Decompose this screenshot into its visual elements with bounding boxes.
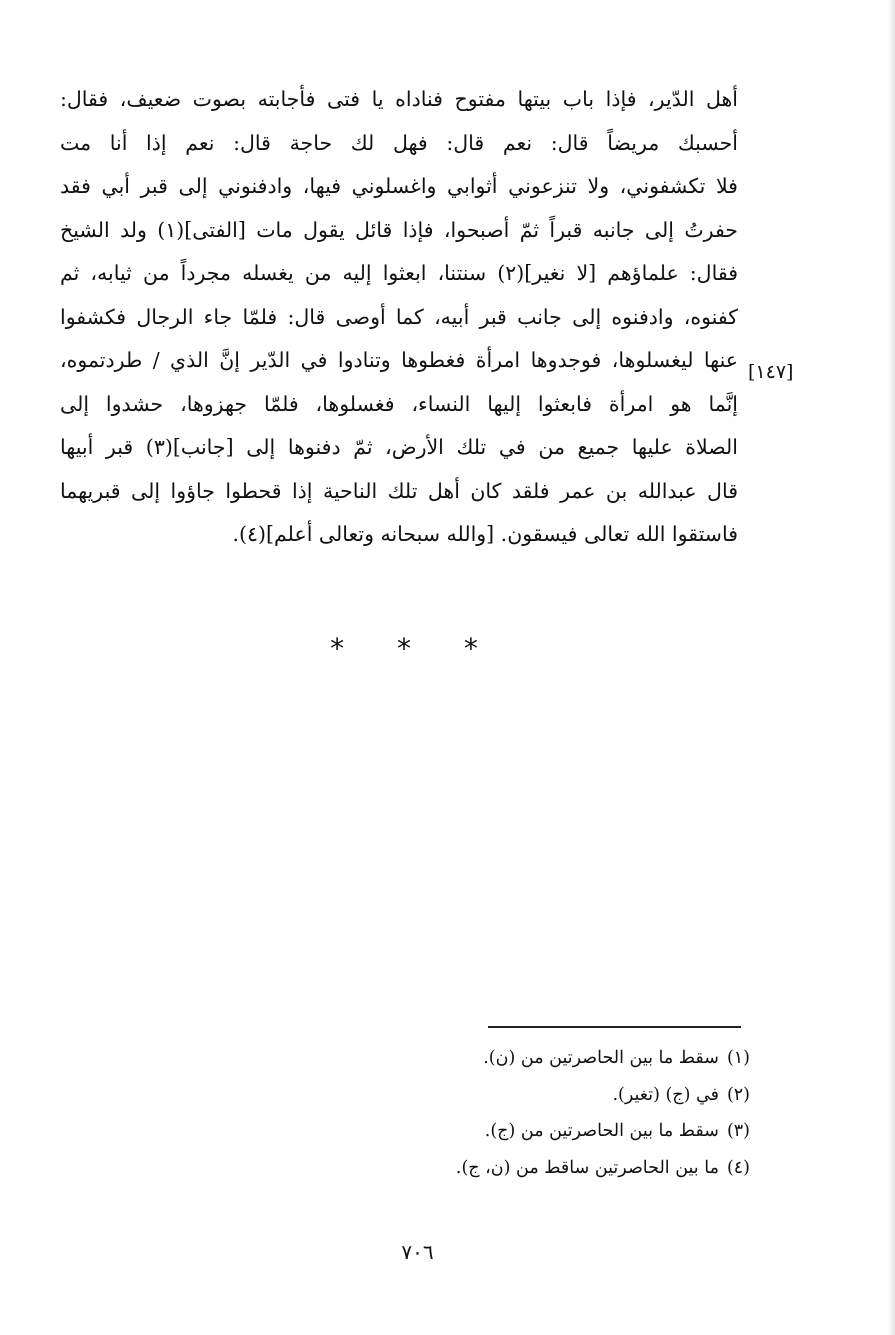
text-line-2: أحسبك مريضاً قال: نعم قال: فهل لك حاجة قال: نعم إذا أنا مت — [60, 130, 738, 155]
text-line-10: قال عبدالله بن عمر فلقد كان أهل تلك الناحية إذا قحطوا جاؤوا إلى قبريهما — [60, 478, 738, 503]
footnote-text: سقط ما بين الحاصرتين من (ج). — [484, 1121, 719, 1141]
footnote-item — [300, 1150, 750, 1187]
footnote-number: (٢) — [726, 1084, 750, 1105]
text-line-5: فقال: علماؤهم [لا نغير](٢) سنتنا، ابعثوا إليه من يغسله مجرداً من ثيابه، ثم — [60, 261, 738, 285]
footnote-text: في (ج) (تغير). — [612, 1084, 719, 1105]
footnote-number: (٤) — [726, 1157, 750, 1178]
text-line-1: أهل الدّير، فإذا باب بيتها مفتوح فناداه يا فتى فأجابته بصوت ضعيف، فقال: — [60, 87, 738, 111]
text-line-9: الصلاة عليها جميع من في تلك الأرض، ثمّ دفنوها إلى [جانب](٣) قبر أبيها — [60, 435, 738, 459]
page-number: ٧٠٦ — [401, 1240, 434, 1264]
section-separator: * * * — [330, 632, 500, 665]
footnote-item — [300, 1077, 750, 1114]
text-line-8: إنَّما هو امرأة فابعثوا إليها النساء، فغسلوها، فلمّا جهزوها، حشدوا إلى — [60, 391, 738, 416]
footnote-number: (١) — [726, 1048, 750, 1068]
text-line-3: فلا تكشفوني، ولا تنزعوني أثوابي واغسلوني فيها، وادفنوني إلى قبر أبي فقد — [60, 174, 738, 198]
footnote-number: (٣) — [726, 1121, 750, 1141]
text-line-6: كفنوه، وادفنوه إلى جانب قبر أبيه، كما أوصى قال: فلمّا جاء الرجال فكشفوا — [60, 304, 738, 329]
text-line-7: عنها ليغسلوها، فوجدوها امرأة فغطوها وتنادوا في الدّير إنَّ الذي / طردتموه، — [60, 348, 738, 372]
footnotes-block — [300, 1040, 750, 1186]
footnote-item — [300, 1040, 750, 1077]
text-line-11: فاستقوا الله تعالى فيسقون. [والله سبحانه وتعالى أعلم](٤). — [232, 522, 738, 546]
footnote-text: سقط ما بين الحاصرتين من (ن). — [483, 1048, 719, 1068]
manuscript-folio-marker: [١٤٧] — [748, 361, 794, 383]
page-edge-shadow — [888, 0, 895, 1335]
main-text-block — [60, 78, 738, 557]
footnote-divider — [488, 1026, 741, 1028]
footnote-text: ما بين الحاصرتين ساقط من (ن، ج). — [455, 1157, 719, 1178]
text-line-4: حفرتُ إلى جانبه قبراً ثمّ أصبحوا، فإذا قائل يقول مات [الفتى](١) ولد الشيخ — [60, 217, 738, 242]
footnote-item — [300, 1113, 750, 1150]
